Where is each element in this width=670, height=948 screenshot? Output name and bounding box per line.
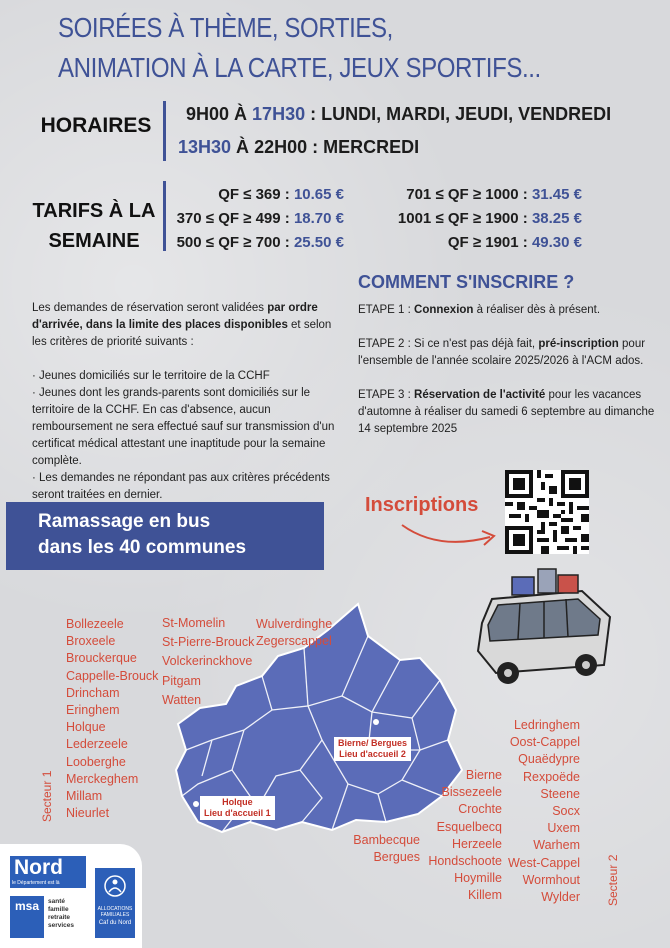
reservation-item: · Jeunes domiciliés sur le territoire de la CCHF — [32, 370, 270, 382]
horaires-row-1: 9H00 À 17H30 : LUNDI, MARDI, JEUDI, VENDREDI — [186, 104, 612, 124]
town-item: Esquelbecq — [436, 819, 502, 834]
town-item: Crochte — [458, 802, 502, 817]
town-item: Quaëdypre — [518, 752, 580, 767]
town-item: Looberghe — [66, 754, 126, 769]
town-item: Drincham — [66, 685, 120, 700]
inscription-steps — [358, 302, 658, 438]
town-item: Bierne — [465, 768, 502, 782]
town-item: Ledringhem — [513, 718, 580, 732]
horaires-label: HORAIRES — [40, 114, 152, 137]
town-item: Cappelle-Brouck — [66, 668, 159, 683]
reservation-item: · Jeunes dont les grands-parents sont domiciliés sur le territoire de la CCHF. En cas d'absence, aucun remboursement ne sera effectué sauf sur transmission d'un certificat médical attestant une inaptitude pour la semaine complète. — [32, 387, 335, 467]
town-item: Nieurlet — [66, 806, 110, 821]
qr-code-icon[interactable] — [505, 470, 589, 554]
step-2: ETAPE 2 : Si ce n'est pas déjà fait, pré-inscription pour l'ensemble de l'année scolaire 2025/2026 à l'ACM ados. — [358, 338, 646, 367]
horaires-row-2: 13H30 À 22H00 : MERCREDI — [178, 137, 420, 157]
town-item: Oost-Cappel — [509, 735, 580, 750]
msa-logo: msa — [10, 896, 44, 938]
town-item: Wulverdinghe — [256, 617, 333, 631]
town-item: St-Momelin — [162, 616, 226, 630]
step-3: ETAPE 3 : Réservation de l'activité pour les vacances d'automne à réaliser du samedi 6 septembre au dimanche 14 septembre 2025 — [358, 389, 655, 435]
nord-logo: Nord — [10, 856, 86, 888]
tarif-row: QF ≥ 1901 : 49.30 € — [447, 234, 582, 251]
msa-text: santé famille retraite services — [48, 898, 75, 929]
tarif-row: 1001 ≤ QF ≥ 1900 : 38.25 € — [397, 210, 582, 227]
town-list-2 — [162, 614, 254, 710]
town-item: Bollezeele — [66, 617, 124, 631]
page-title — [58, 8, 574, 88]
inscription-title: COMMENT S'INSCRIRE ? — [358, 272, 575, 292]
reservation-item: · Les demandes ne répondant pas aux critères précédents seront traitées en dernier. — [32, 472, 330, 501]
tarif-row: 500 ≤ QF ≥ 700 : 25.50 € — [176, 234, 344, 251]
town-item: St-Pierre-Brouck — [162, 635, 255, 650]
town-item: West-Cappel — [507, 855, 580, 870]
town-list-4 — [352, 832, 420, 866]
secteur-2-label: Secteur 2 — [606, 854, 620, 906]
step-1: ETAPE 1 : Connexion à réaliser dès à présent. — [358, 304, 601, 316]
town-item: Lederzeele — [66, 737, 128, 752]
town-item: Broxeele — [66, 634, 116, 649]
secteur-1-label: Secteur 1 — [40, 770, 54, 822]
town-item: Bambecque — [353, 833, 420, 847]
town-item: Rexpoëde — [523, 769, 580, 784]
town-item: Watten — [162, 692, 202, 707]
town-item: Wormhout — [522, 872, 580, 887]
town-list-6 — [500, 717, 580, 906]
town-item: Killem — [467, 888, 502, 903]
town-item: Bergues — [373, 850, 420, 865]
town-item: Wylder — [541, 890, 580, 905]
town-item: Hondschoote — [428, 854, 502, 869]
bus-banner: Ramassage en bus dans les 40 communes — [6, 502, 324, 570]
town-item: Warhem — [533, 838, 580, 853]
tarif-row: 701 ≤ QF ≥ 1000 : 31.45 € — [406, 186, 582, 203]
caf-emblem-icon — [103, 874, 127, 898]
town-item: Volckerinckhove — [162, 654, 253, 669]
horaires-divider — [163, 101, 166, 161]
town-item: Zegerscappel — [256, 634, 332, 649]
caf-logo: ALLOCATIONS FAMILIALES Caf du Nord — [95, 868, 135, 938]
town-item: Steene — [540, 786, 580, 801]
bus-illustration — [462, 563, 622, 695]
town-item: Uxem — [547, 821, 580, 836]
tarifs-right — [380, 183, 582, 255]
title-line-2: ANIMATION À LA CARTE, JEUX SPORTIFS... — [58, 52, 541, 83]
town-item: Brouckerque — [66, 651, 137, 666]
tarifs-divider — [163, 181, 166, 251]
town-item: Eringhem — [66, 703, 120, 718]
town-item: Bissezeele — [441, 785, 502, 800]
town-list-5 — [420, 767, 502, 905]
inscriptions-label: Inscriptions — [365, 494, 479, 516]
town-item: Pitgam — [162, 673, 201, 688]
town-item: Millam — [66, 789, 103, 804]
town-list-1 — [66, 616, 158, 822]
reservation-text — [32, 300, 344, 504]
holque-label: Holque Lieu d'accueil 1 — [200, 796, 275, 820]
arrow-icon — [398, 515, 502, 549]
bierne-label: Bierne/ Bergues Lieu d'accueil 2 — [334, 737, 411, 761]
town-item: Herzeele — [451, 836, 502, 851]
tarifs-left — [170, 183, 344, 255]
tarif-row: QF ≤ 369 : 10.65 € — [218, 186, 344, 203]
town-item: Merckeghem — [66, 771, 139, 786]
tarif-row: 370 ≤ QF ≥ 499 : 18.70 € — [176, 210, 344, 227]
nord-tagline: le Département est là — [12, 880, 60, 886]
town-list-3 — [256, 616, 332, 650]
reservation-intro: Les demandes de réservation seront validées par ordre d'arrivée, dans la limite des places disponibles et selon les critères de priorité suivants : — [32, 302, 332, 348]
tarifs-label: TARIFS À LA SEMAINE — [32, 200, 156, 252]
town-item: Socx — [552, 804, 580, 819]
town-item: Hoymille — [454, 871, 502, 886]
town-item: Holque — [66, 720, 106, 735]
title-line-1: SOIRÉES À THÈME, SORTIES, — [58, 12, 393, 43]
